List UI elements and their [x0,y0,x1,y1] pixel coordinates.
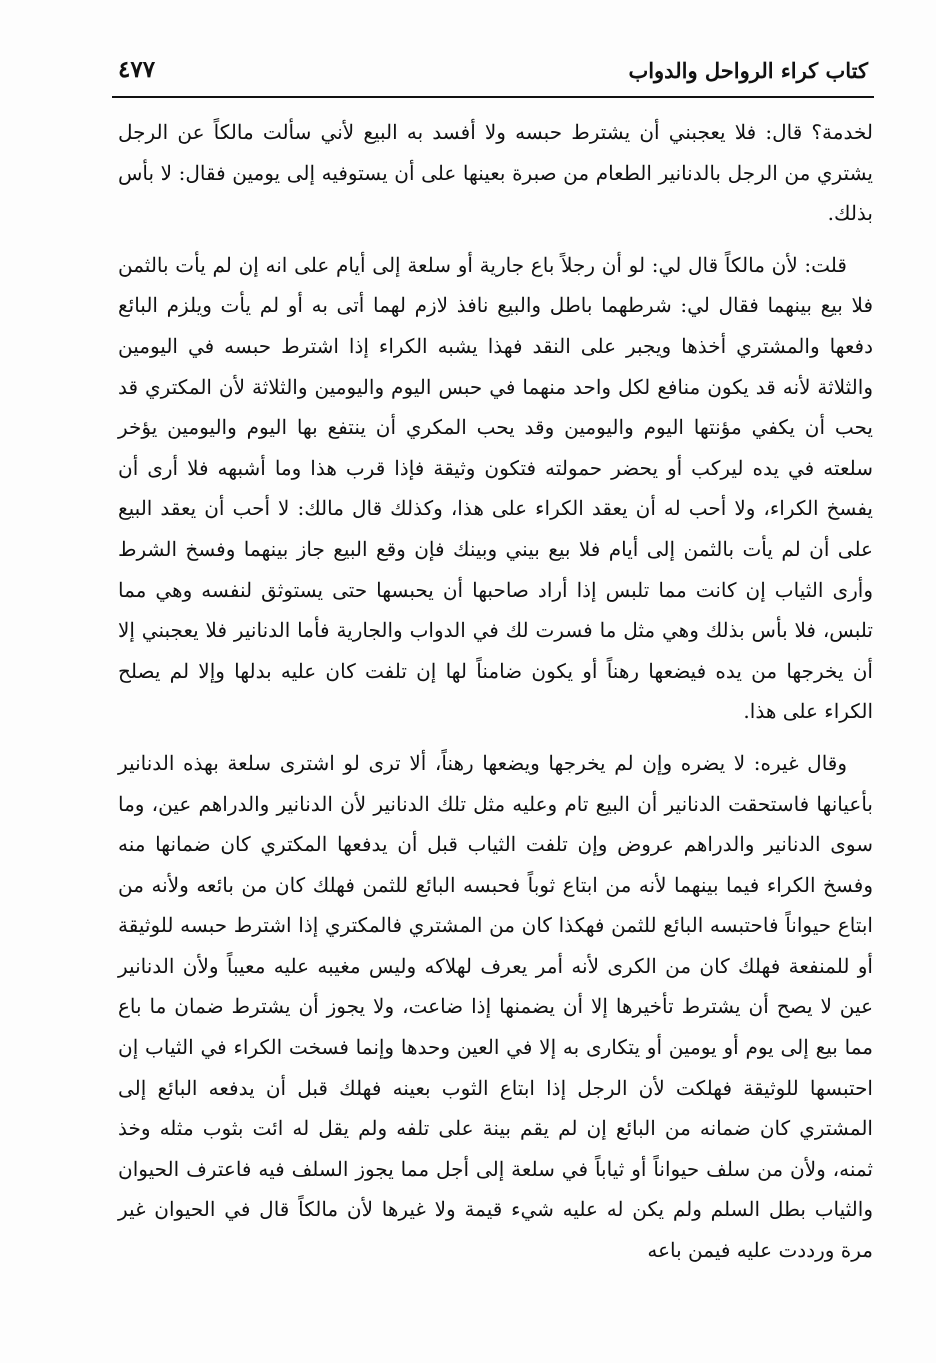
paragraph-3: وقال غيره: لا يضره وإن لم يخرجها ويضعها رهناً، ألا ترى لو اشترى سلعة بهذه الدنانير بأعيانها فاستحقت الدنانير أن البيع تام وعليه مثل تلك الدنانير لأن الدنانير والدراهم عين، وما سوى الدنانير والدراهم عروض وإن تلفت الثياب قبل أن يدفعها المكتري كان ضمانها منه وفسخ الكراء فيما بينهما لأنه من ابتاع ثوباً فحبسه البائع للثمن فهلك كان من بائعه ولأنه من ابتاع حيواناً فاحتبسه البائع للثمن فهكذا كان من المشتري فالمكتري إذا اشترط حبسه للوثيقة أو للمنفعة فهلك كان من الكرى لأنه أمر يعرف لهلاكه وليس مغيبه عليه معيباً ولأن الدنانير عين لا يصح أن يشترط تأخيرها إلا أن يضمنها إذا ضاعت، ولا يجوز أن يشترط ضمان ما باع مما بيع إلى يوم أو يومين أو يتكارى به إلا في العين وحدها وإنما فسخت الكراء في الثياب إن احتبسها للوثيقة فهلكت لأن الرجل إذا ابتاع الثوب بعينه فهلك قبل أن يدفعه البائع إلى المشتري كان ضمانه من البائع إن لم يقم بينة على تلفه ولم يقل له ائت بثوب مثله وخذ ثمنه، ولأن من سلف حيواناً أو ثياباً في سلعة إلى أجل مما يجوز السلف فيه فاعترف الحيوان والثياب بطل السلم ولم يكن له عليه شيء قيمة ولا غيرها لأن مالكاً قال في الحيوان غير مرة ورددت عليه فيمن باعه [118,750,873,1263]
paragraph-1: لخدمة؟ قال: فلا يعجبني أن يشترط حبسه ولا أفسد به البيع لأني سألت مالكاً عن الرجل يشتري من الرجل بالدنانير الطعام من صبرة بعينها على أن يستوفيه إلى يومين فقال: لا بأس بذلك. [118,120,873,226]
body-text [118,112,873,1271]
paragraph-2: قلت: لأن مالكاً قال لي: لو أن رجلاً باع جارية أو سلعة إلى أيام على انه إن لم يأت بالثمن فلا بيع بينهما فقال لي: شرطهما باطل والبيع نافذ لازم لهما أتى به أو لم يأت ويلزم البائع دفعها والمشتري أخذها ويجبر على النقد فهذا يشبه الكراء إذا اشترط حبسه في اليومين والثلاثة لأنه قد يكون منافع لكل واحد منهما في حبس اليوم واليومين والثلاثة لأن المكتري قد يحب أن يكفي مؤنتها اليوم واليومين وقد يحب المكري أن ينتفع بها اليوم واليومين يؤخر سلعته في يده ليركب أو يحضر حمولته فتكون وثيقة فإذا قرب هذا وما أشبهه فلا أرى أن يفسخ الكراء، ولا أحب له أن يعقد الكراء على هذا، وكذلك قال مالك: لا أحب أن يعقد البيع على أن لم يأت بالثمن إلى أيام فلا بيع بيني وبينك فإن وقع البيع جاز بينهما وفسخ الشرط وأرى الثياب إن كانت مما تلبس إذا أراد صاحبها أن يحبسها حتى يستوثق لنفسه وهي مما تلبس، فلا بأس بذلك وهي مثل ما فسرت لك في الدواب والجارية فأما الدنانير فلا يعجبني إلا أن يخرجها من يده فيضعها رهناً أو يكون ضامناً لها إن تلفت كان عليه بدلها وإلا لم يصلح الكراء على هذا. [118,252,873,724]
page-number: ٤٧٧ [118,56,156,83]
page-header [118,52,868,92]
running-title: كتاب كراء الرواحل والدواب [628,58,868,83]
header-rule [112,96,874,98]
